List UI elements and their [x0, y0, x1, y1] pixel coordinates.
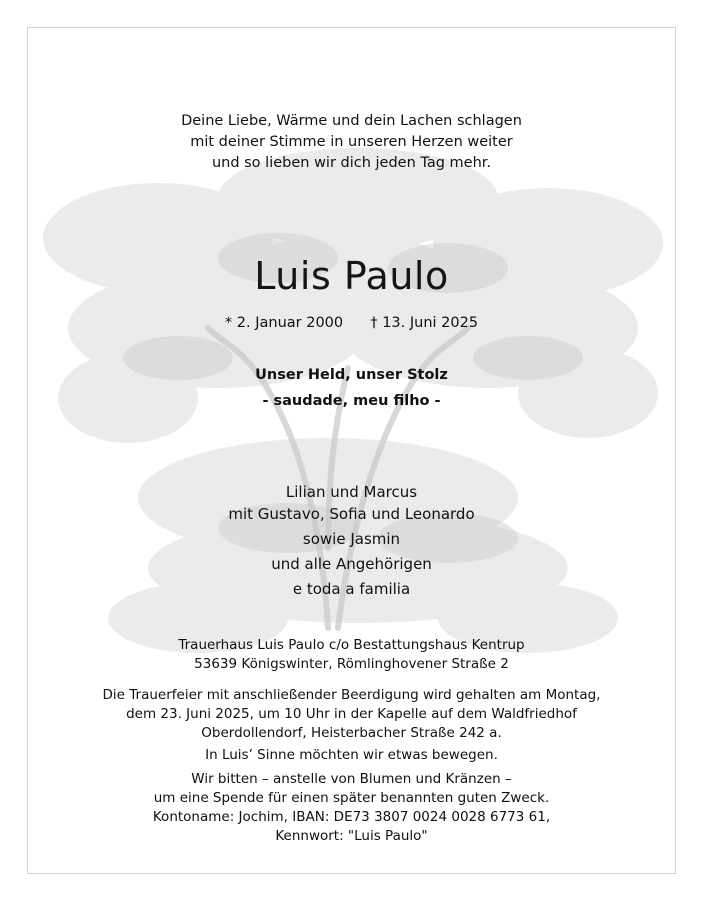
mourner-line-4: und alle Angehörigen — [271, 555, 432, 573]
ceremony-line-2: dem 23. Juni 2025, um 10 Uhr in der Kapelle auf dem Waldfriedhof — [126, 706, 577, 722]
donation-line-3: Kontoname: Jochim, IBAN: DE73 3807 0024 0028 6773 61, — [152, 809, 551, 825]
death-date: † 13. Juni 2025 — [370, 315, 479, 331]
mourner-line-3: sowie Jasmin — [302, 530, 401, 548]
obituary-card — [27, 27, 676, 874]
deceased-name: Luis Paulo — [254, 254, 449, 298]
mourner-line-2: mit Gustavo, Sofia und Leonardo — [228, 505, 475, 523]
obituary-content — [28, 28, 675, 873]
mourner-line-1: Lilian und Marcus — [285, 483, 418, 501]
address-line-1: Trauerhaus Luis Paulo c/o Bestattungshaus Kentrup — [178, 637, 525, 653]
birth-date: * 2. Januar 2000 — [224, 315, 344, 331]
life-dates — [28, 315, 675, 331]
motto-line-2: - saudade, meu filho - — [262, 393, 441, 409]
ceremony-line-1: Die Trauerfeier mit anschließender Beerdigung wird gehalten am Montag, — [102, 687, 601, 703]
wish-line: In Luis’ Sinne möchten wir etwas bewegen. — [205, 747, 498, 763]
donation-line-4: Kennwort: "Luis Paulo" — [275, 828, 428, 844]
motto-line-1: Unser Held, unser Stolz — [255, 367, 448, 383]
address-line-2: 53639 Königswinter, Römlinghovener Straße 2 — [194, 656, 509, 672]
ceremony-line-3: Oberdollendorf, Heisterbacher Straße 242 a. — [201, 725, 502, 741]
donation-line-1: Wir bitten – anstelle von Blumen und Kränzen – — [191, 771, 512, 787]
verse-line-2: mit deiner Stimme in unseren Herzen weiter — [190, 134, 513, 150]
donation-line-2: um eine Spende für einen später benannten guten Zweck. — [153, 790, 550, 806]
verse-line-1: Deine Liebe, Wärme und dein Lachen schlagen — [181, 113, 522, 129]
verse-line-3: und so lieben wir dich jeden Tag mehr. — [211, 155, 492, 171]
mourner-line-5: e toda a familia — [292, 580, 411, 598]
